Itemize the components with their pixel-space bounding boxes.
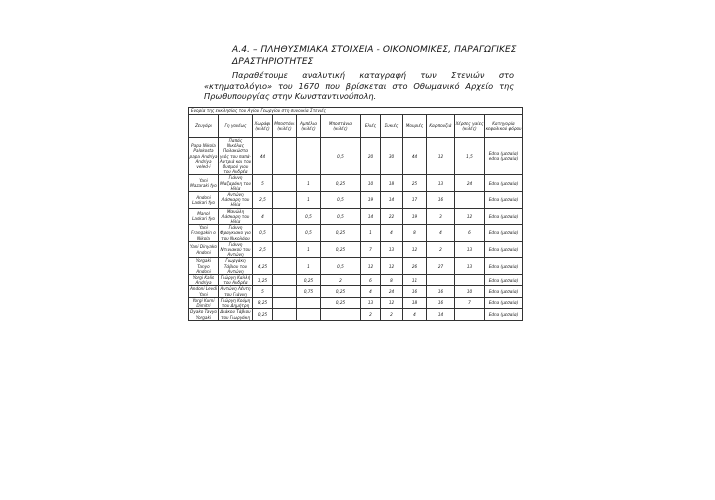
table-cell: 1,5 (455, 138, 485, 175)
table-row (189, 192, 523, 209)
table-cell: Yorgaki Tanyo Andoni (189, 258, 219, 275)
intro-paragraph: Παραθέτουμε αναλυτική καταγραφή των Στενιών στο «κτηματολόγιο» του 1670 που βρίσκεται στο Οθωμανικό Αρχείο της Πρωθυπουργίας στην Κωνσταντινούπολη. (204, 70, 514, 101)
table-cell: 25 (403, 175, 427, 192)
table-cell: Αντώνη Λέντη του Γιάννη (220, 286, 251, 297)
table-cell (427, 275, 455, 286)
table-cell: Yorgi Kumi Dimitri (189, 297, 219, 308)
census-table (188, 107, 523, 321)
table-cell: 13 (381, 241, 403, 258)
table-cell: Edna (μεσαία) (485, 175, 523, 192)
table-row (189, 138, 523, 175)
table-cell (273, 241, 297, 258)
table-cell: 8,25 (253, 297, 273, 308)
table-cell: 18 (381, 175, 403, 192)
table-cell: Αντώνη Λάσκαρη του Ηλία (219, 192, 253, 209)
table-row (189, 275, 523, 286)
table-cell: Edna (μεσαία) (485, 208, 523, 225)
table-cell: 10 (361, 175, 381, 192)
table-cell (273, 275, 297, 286)
table-cell: 16 (427, 297, 455, 308)
table-cell: 44 (253, 138, 273, 175)
table-cell: 16 (403, 286, 427, 297)
table-cell (273, 297, 297, 308)
table-cell (455, 192, 485, 209)
table-cell: Edna (μεσαία) (485, 309, 523, 320)
table-cell: 1 (297, 258, 321, 275)
table-cell: 14 (361, 208, 381, 225)
table-cell: Γιώργη Καλλή του Ανδρέα (219, 275, 253, 286)
table-cell (455, 275, 485, 286)
table-cell: Edna (μεσαία) edna (μεσαία) (485, 138, 523, 175)
table-cell: 0,25 (321, 297, 361, 308)
table-cell: 7 (361, 241, 381, 258)
column-header: Μποστάνια (κιλές) (321, 115, 361, 138)
table-caption: Ενορία της εκκλησίας του Αγίου Γεωργίου στη συνοικία Στενιές (189, 108, 523, 115)
table-cell: Edna (μεσαία) (485, 241, 523, 258)
table-cell: Manol Laskari fyo (189, 208, 219, 225)
table-cell: 16 (427, 286, 455, 297)
table-cell: 14 (381, 192, 403, 209)
table-cell: 24 (455, 175, 485, 192)
table-cell: 4,25 (253, 258, 273, 275)
table-cell: Andoni Laskari fyo (189, 192, 219, 209)
column-header: Μποστάνι (κιλές) (273, 115, 297, 138)
table-cell: 6 (455, 225, 485, 242)
table-cell: 13 (361, 297, 381, 308)
table-cell: 2 (361, 309, 381, 320)
table-cell (273, 225, 297, 242)
table-cell: Γιάννη Φραγκιακο γιο του Νικολάου (220, 225, 251, 241)
table-cell: 12 (427, 138, 455, 175)
table-cell: 0,5 (297, 225, 321, 242)
table-cell: Andoni Levdi Yani (189, 286, 218, 297)
table-cell: 5 (253, 286, 273, 297)
table-cell: 1 (297, 192, 321, 209)
table-cell: 2,5 (253, 241, 273, 258)
column-header: Αμπέλια (κιλές) (297, 115, 321, 138)
table-cell: 2 (427, 241, 455, 258)
table-cell: Μανώλη Λάσκαρη του Ηλία (219, 208, 253, 225)
table-cell: 4 (253, 208, 273, 225)
table-cell (321, 309, 361, 320)
column-header: Συκιές (381, 115, 403, 138)
table-cell: Yani Frangakin o Nikola (189, 225, 219, 242)
table-cell: 22 (381, 208, 403, 225)
table-cell: 27 (427, 258, 455, 275)
table-cell: 24 (381, 286, 403, 297)
table-cell: 7 (455, 297, 485, 308)
table-cell: Yani Dinyako Andoni (189, 241, 219, 258)
table-cell: Edna (μεσαία) (485, 286, 523, 297)
table-cell: Γιωργάκη Τάβιου του Αντώνη (219, 258, 253, 275)
table-cell: 12 (381, 258, 403, 275)
section-heading: Α.4. – ΠΛΗΘΥΣΜΙΑΚΑ ΣΤΟΙΧΕΙΑ - ΟΙΚΟΝΟΜΙΚΕΣ, ΠΑΡΑΓΩΓΙΚΕΣ ΔΡΑΣΤΗΡΙΟΤΗΤΕΣ (232, 45, 517, 67)
table-cell (273, 258, 297, 275)
table-row (189, 175, 523, 192)
table-cell: 0,25 (253, 309, 273, 320)
table-cell: 2 (321, 275, 361, 286)
table-cell: Παπάς Νικόλας Παλακώστα γιός του παπά-Αντριά και του δυσμού γιου του Ανδρέα (219, 138, 252, 175)
table-cell: 26 (403, 258, 427, 275)
table-cell: 30 (381, 138, 403, 175)
table-cell (273, 192, 297, 209)
table-row (189, 309, 523, 320)
table-cell: 20 (361, 138, 381, 175)
table-cell: 4 (427, 225, 455, 242)
table-cell: 1 (361, 225, 381, 242)
table-cell: 13 (455, 241, 485, 258)
table-cell: 0,5 (321, 138, 361, 175)
table-cell: 0,75 (297, 286, 321, 297)
table-cell: 8 (403, 225, 427, 242)
table-cell: 19 (403, 208, 427, 225)
table-cell: Edna (μεσαία) (485, 258, 523, 275)
table-cell: 14 (427, 309, 455, 320)
table-cell (273, 208, 297, 225)
table-cell: 0,5 (297, 208, 321, 225)
table-cell: Edna (μεσαία) (485, 225, 523, 242)
table-cell: Διάκου Τάβιου του Γιωργάκη (220, 309, 251, 320)
column-header: Μουριές (403, 115, 427, 138)
table-cell: 12 (403, 241, 427, 258)
table-cell: 0,25 (321, 286, 361, 297)
table-cell: Edna (μεσαία) (485, 297, 523, 308)
table-row (189, 286, 523, 297)
table-cell: 0,25 (321, 175, 361, 192)
column-header: Γη γονέως (219, 115, 253, 138)
table-cell: 11 (403, 275, 427, 286)
table-cell: 4 (381, 225, 403, 242)
table-cell (273, 286, 297, 297)
table-cell: 1 (297, 241, 321, 258)
table-cell: Γιάννη Ντινιακού του Αντώνη (219, 241, 253, 258)
column-header: Ζευγάρι (189, 115, 219, 138)
table-cell: 12 (381, 297, 403, 308)
table-cell: 1,25 (253, 275, 273, 286)
table-cell: 4 (361, 286, 381, 297)
table-cell: 1 (297, 175, 321, 192)
table-cell: 3 (427, 208, 455, 225)
table-cell: 2 (381, 309, 403, 320)
table-cell: Γιώργη Κούμη του Δημήτρη (219, 297, 253, 308)
table-cell (455, 309, 485, 320)
table-cell: 44 (403, 138, 427, 175)
table-cell (273, 309, 297, 320)
table-cell (297, 309, 321, 320)
column-header: Χέρσες γαίες (κιλές) (455, 115, 485, 138)
table-cell (273, 138, 297, 175)
table-cell: 19 (361, 192, 381, 209)
table-row (189, 225, 523, 242)
table-cell: 2,5 (253, 192, 273, 209)
table-row (189, 258, 523, 275)
table-cell: 10 (455, 286, 485, 297)
table-cell: 18 (403, 297, 427, 308)
table-cell: Edna (μεσαία) (485, 192, 523, 209)
table-cell: 13 (427, 175, 455, 192)
column-header: Κατηγορία κεφαλικού φόρου (485, 115, 523, 138)
table-cell: Dyako Tavyo Yorgaki (190, 309, 217, 320)
table-row (189, 241, 523, 258)
table-cell: 13 (455, 258, 485, 275)
table-cell: 12 (455, 208, 485, 225)
table-cell: 0,5 (321, 192, 361, 209)
column-header: Χωράφι (κιλές) (253, 115, 273, 138)
table-cell: 6 (361, 275, 381, 286)
table-cell: 0,25 (321, 241, 361, 258)
table-cell: 4 (403, 309, 427, 320)
table-cell: 0,5 (321, 208, 361, 225)
table-cell (273, 175, 297, 192)
table-cell (297, 138, 321, 175)
table-cell: 0,5 (253, 225, 273, 242)
table-cell: Edna (μεσαία) (485, 275, 523, 286)
table-row (189, 208, 523, 225)
table-cell (297, 297, 321, 308)
table-cell: 5 (253, 175, 273, 192)
column-header: Ελιές (361, 115, 381, 138)
table-cell: 12 (361, 258, 381, 275)
table-cell: 17 (403, 192, 427, 209)
table-row (189, 297, 523, 308)
table-cell: 8 (381, 275, 403, 286)
table-cell: 0,25 (321, 225, 361, 242)
table-cell: Yorgi Kalis Andriya (189, 275, 219, 286)
table-cell: 16 (427, 192, 455, 209)
table-cell: 0,5 (321, 258, 361, 275)
table-cell: Papa Nikola Palokosta papa Andriya Andriya veled-i (189, 138, 219, 175)
table-cell: Yani Mazaraki fyo (189, 175, 219, 192)
table-cell: Γιάννη Μαζαράκη του Ηλία (220, 175, 251, 191)
column-header: Καρπουζιά (427, 115, 455, 138)
table-cell: 0,25 (297, 275, 321, 286)
